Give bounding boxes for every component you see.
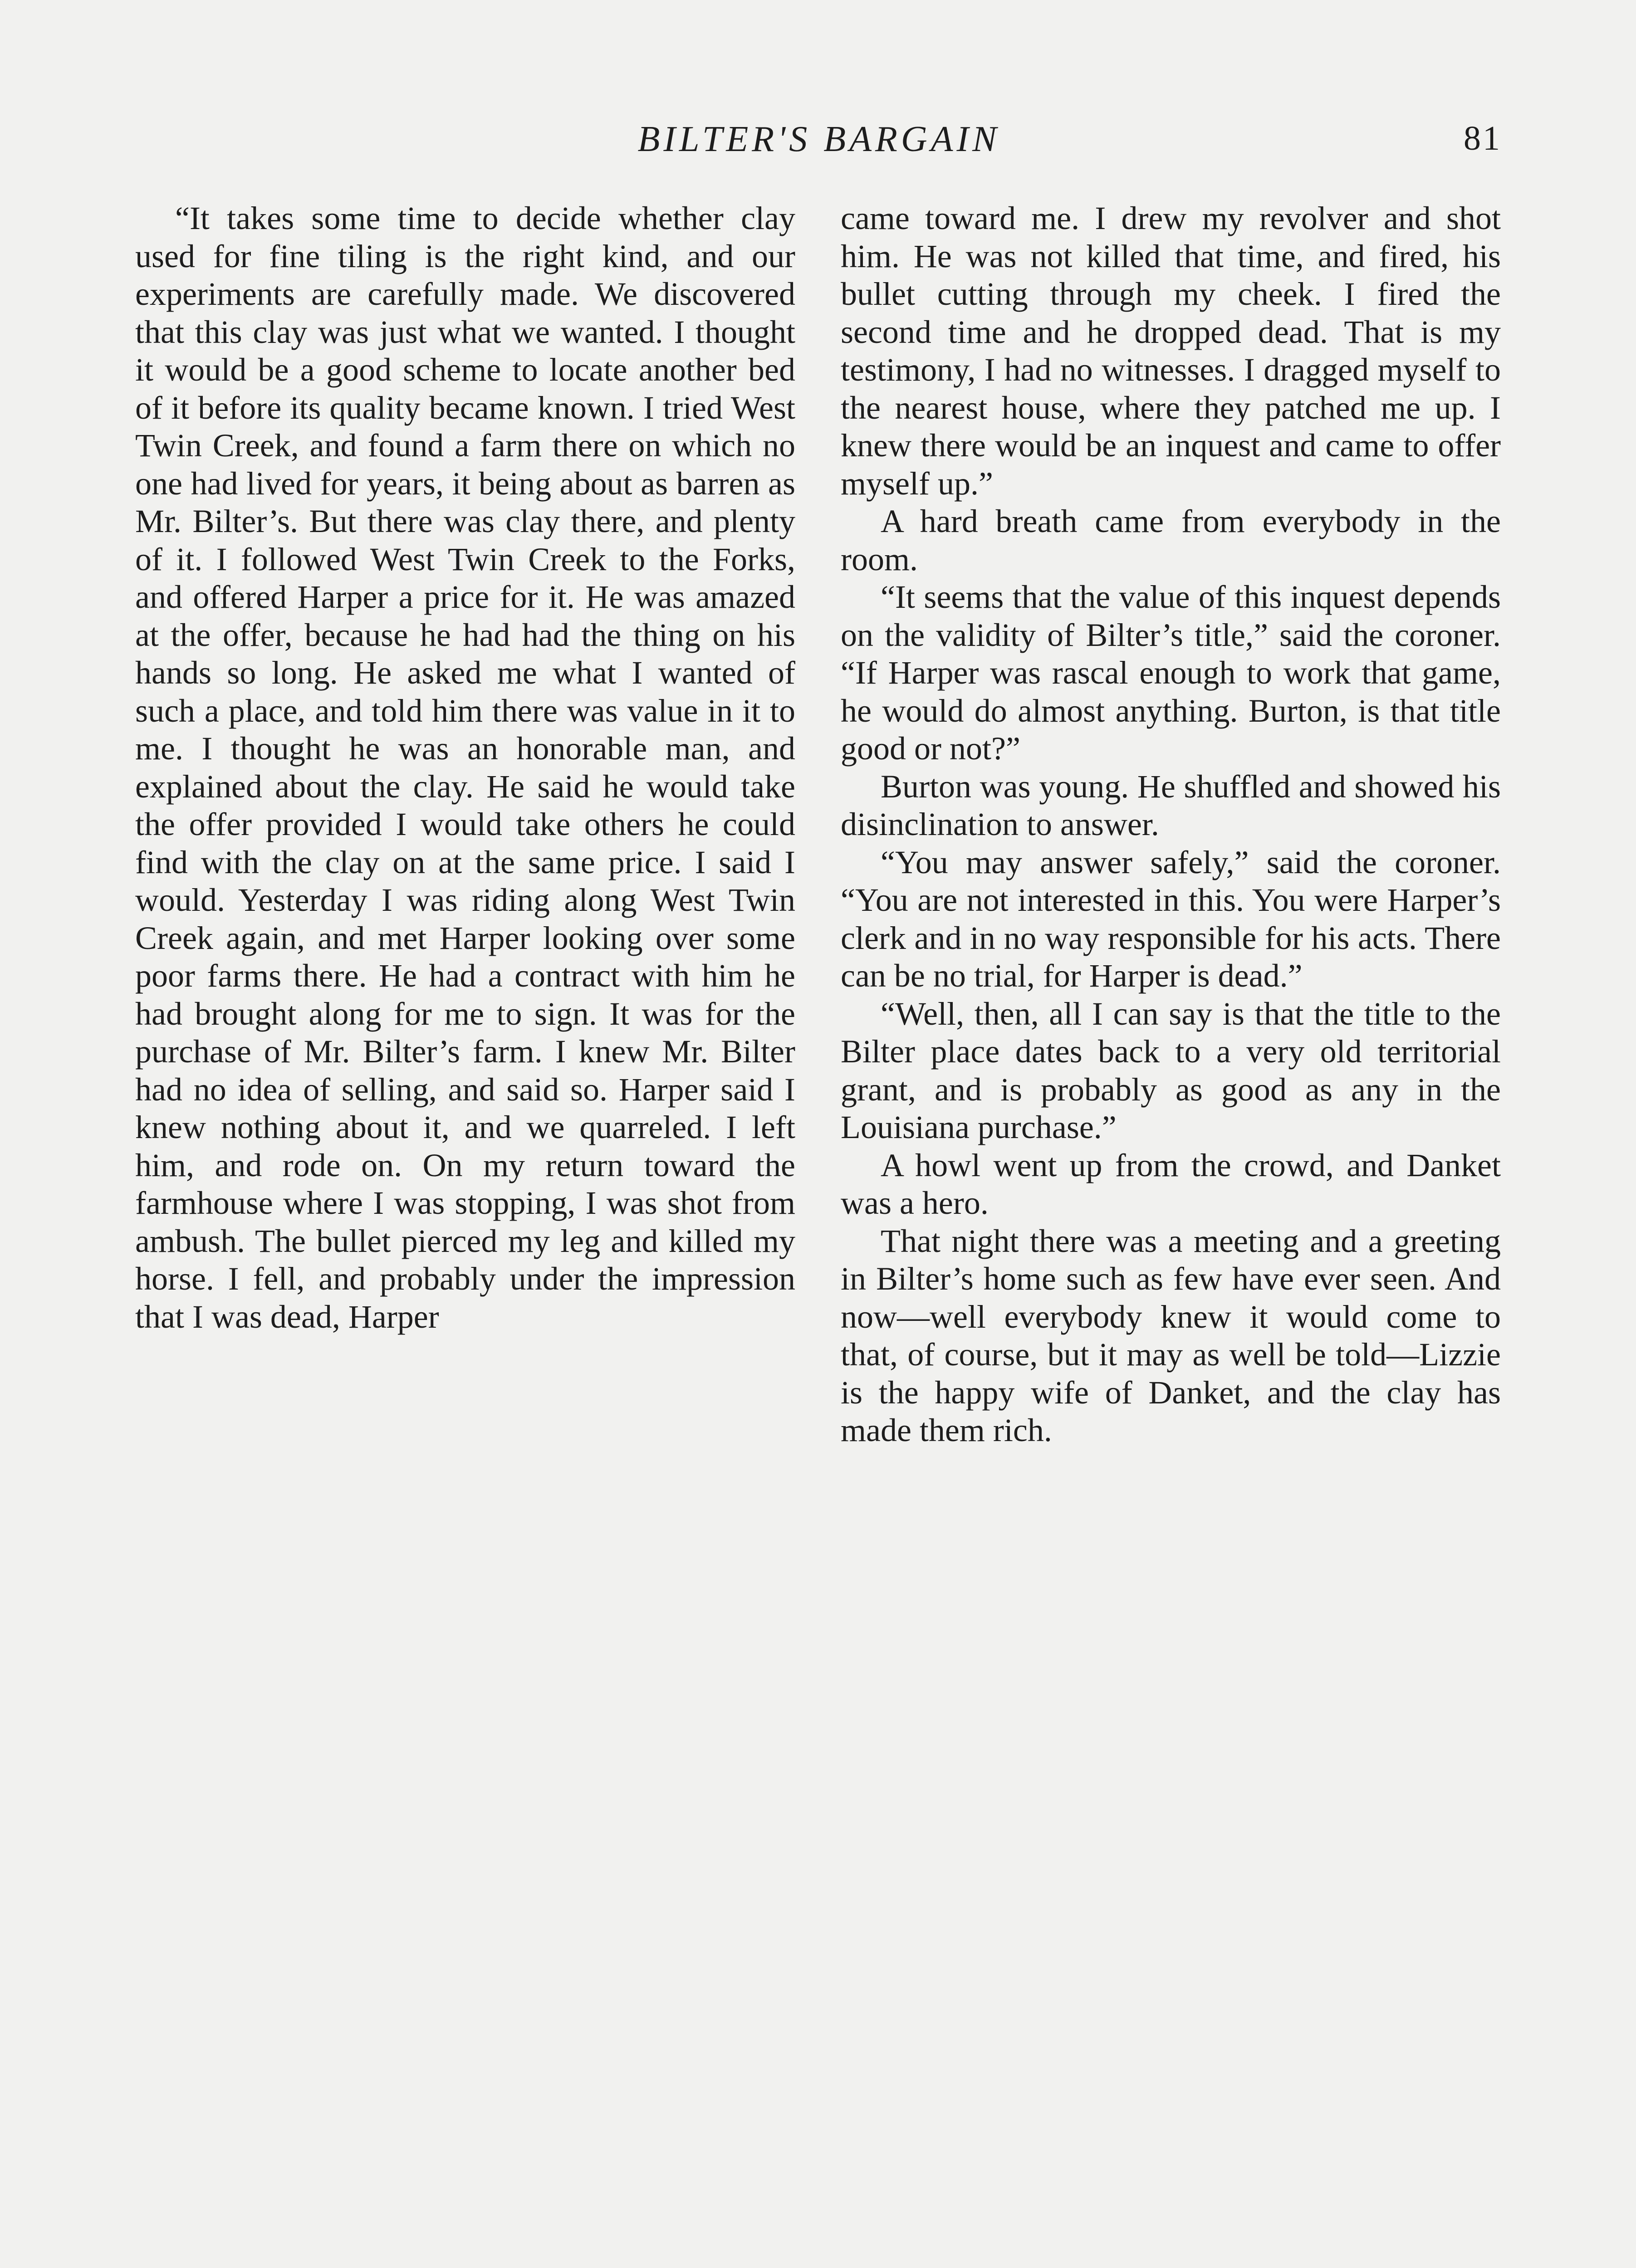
paragraph: Burton was young. He shuffled and showed his disinclination to answer. xyxy=(841,768,1501,842)
running-title: BILTER'S BARGAIN xyxy=(637,119,1000,159)
paragraph: “You may answer safely,” said the coroner. “You are not interested in this. You were Harper’s clerk and in no way responsible for his acts. There can be no trial, for Harper is dead.” xyxy=(841,844,1501,994)
paragraph: A hard breath came from everybody in the room. xyxy=(841,503,1501,577)
paragraph: That night there was a meeting and a greeting in Bilter’s home such as few have ever seen. And now—well everybody knew it would come to that, of course, but it may as well be told—Lizzie is the happy wife of Danket, and the clay has made them rich. xyxy=(841,1222,1501,1448)
page-number: 81 xyxy=(1464,119,1502,157)
paragraph: came toward me. I drew my revolver and shot him. He was not killed that time, and fired, his bullet cutting through my cheek. I fired the second time and he dropped dead. That is my testimony, I had no witnesses. I dragged myself to the nearest house, where they patched me up. I knew there would be an inquest and came to offer myself up.” xyxy=(841,200,1501,502)
paragraph: A howl went up from the crowd, and Danket was a hero. xyxy=(841,1147,1501,1221)
text-column-left xyxy=(135,200,795,1669)
paragraph: “Well, then, all I can say is that the title to the Bilter place dates back to a very old territorial grant, and is probably as good as any in the Louisiana purchase.” xyxy=(841,995,1501,1145)
text-column-right xyxy=(841,200,1501,1669)
paragraph: “It seems that the value of this inquest depends on the validity of Bilter’s title,” said the coroner. “If Harper was rascal enough to work that game, he would do almost anything. Burton, is that title good or not?” xyxy=(841,579,1501,767)
running-head xyxy=(136,119,1502,164)
paragraph: “It takes some time to decide whether clay used for fine tiling is the right kind, and our experiments are carefully made. We discovered that this clay was just what we wanted. I thought it would be a good scheme to locate another bed of it before its quality became known. I tried West Twin Creek, and found a farm there on which no one had lived for years, it being about as barren as Mr. Bilter’s. But there was clay there, and plenty of it. I followed West Twin Creek to the Forks, and offered Harper a price for it. He was amazed at the offer, because he had had the thing on his hands so long. He asked me what I wanted of such a place, and told him there was value in it to me. I thought he was an honorable man, and explained about the clay. He said he would take the offer provided I would take others he could find with the clay on at the same price. I said I would. Yesterday I was riding along West Twin Creek again, and met Harper looking over some poor farms there. He had a contract with him he had brought along for me to sign. It was for the purchase of Mr. Bilter’s farm. I knew Mr. Bilter had no idea of selling, and said so. Harper said I knew nothing about it, and we quarreled. I left him, and rode on. On my return toward the farmhouse where I was stopping, I was shot from ambush. The bullet pierced my leg and killed my horse. I fell, and probably under the impression that I was dead, Harper xyxy=(135,200,795,1335)
